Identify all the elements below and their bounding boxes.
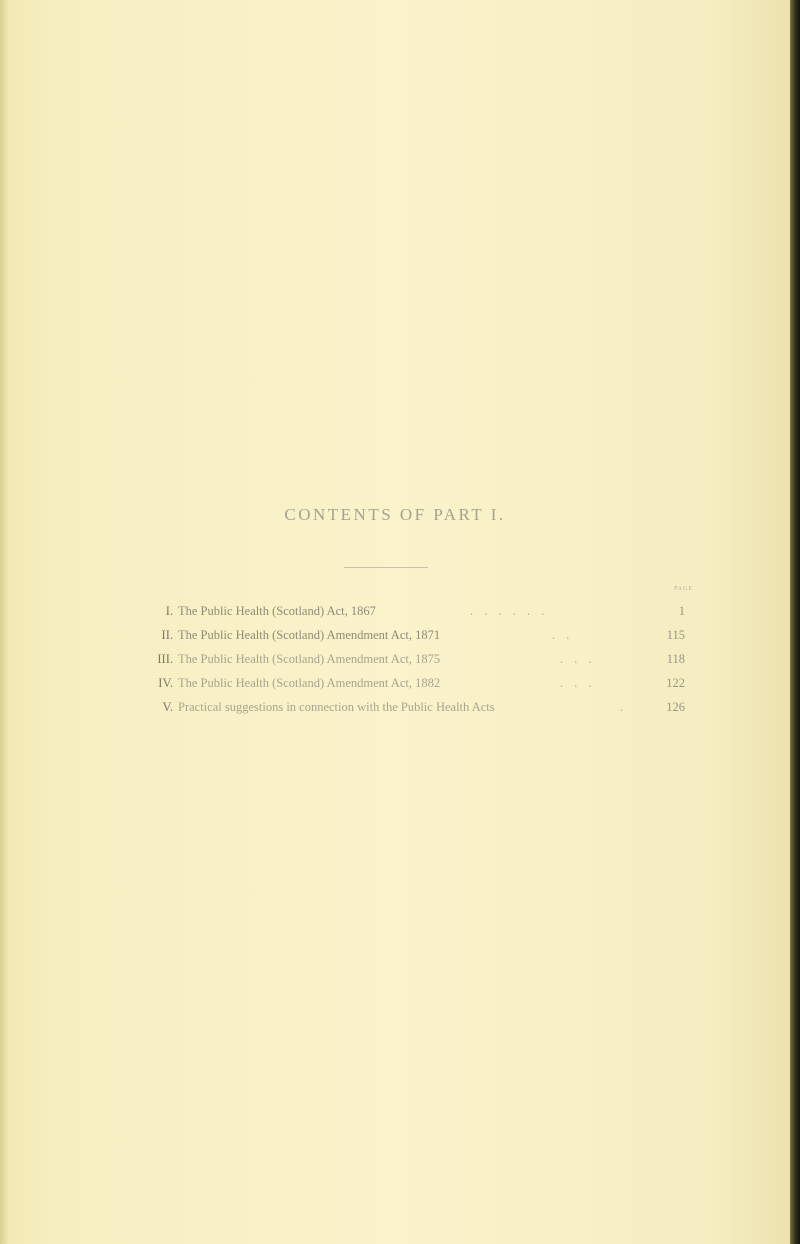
page-column-label: PAGE: [674, 586, 694, 592]
toc-entry-title: The Public Health (Scotland) Amendment Act, 1875: [178, 652, 441, 666]
toc-entry-leader: . .: [552, 628, 574, 642]
toc-entry-leader: .: [620, 700, 628, 714]
toc-entry-title: Practical suggestions in connection with the Public Health Acts: [178, 700, 495, 714]
toc-entry-title: The Public Health (Scotland) Act, 1867: [178, 604, 376, 618]
toc-entry-page: 126: [666, 700, 685, 714]
toc-entry-leader: . . . . . .: [470, 604, 549, 618]
contents-heading: CONTENTS OF PART I.: [284, 505, 506, 524]
toc-entry-number: I.: [165, 604, 173, 618]
toc-entry: [140, 652, 685, 670]
toc-entry-number: IV.: [158, 676, 173, 690]
toc-entry-page: 115: [666, 628, 685, 642]
toc-entry-number: III.: [157, 652, 173, 666]
toc-entry-leader: . . .: [560, 652, 596, 666]
toc-entry: [140, 604, 685, 622]
page-left-edge: [0, 0, 8, 1244]
toc-entry-number: V.: [162, 700, 173, 714]
toc-entry-page: 122: [666, 676, 685, 690]
heading-rule: [344, 567, 428, 568]
toc-entry-title: The Public Health (Scotland) Amendment Act, 1871: [178, 628, 441, 642]
toc-entry: [140, 676, 685, 694]
page-right-edge: [790, 0, 800, 1244]
toc-entry-leader: . . .: [560, 676, 596, 690]
toc-entry: [140, 628, 685, 646]
toc-entry-page: 118: [666, 652, 685, 666]
toc-entry-number: II.: [161, 628, 173, 642]
toc-entry-page: 1: [678, 604, 685, 618]
toc-entry: [140, 700, 685, 718]
toc-entry-title: The Public Health (Scotland) Amendment Act, 1882: [178, 676, 441, 690]
